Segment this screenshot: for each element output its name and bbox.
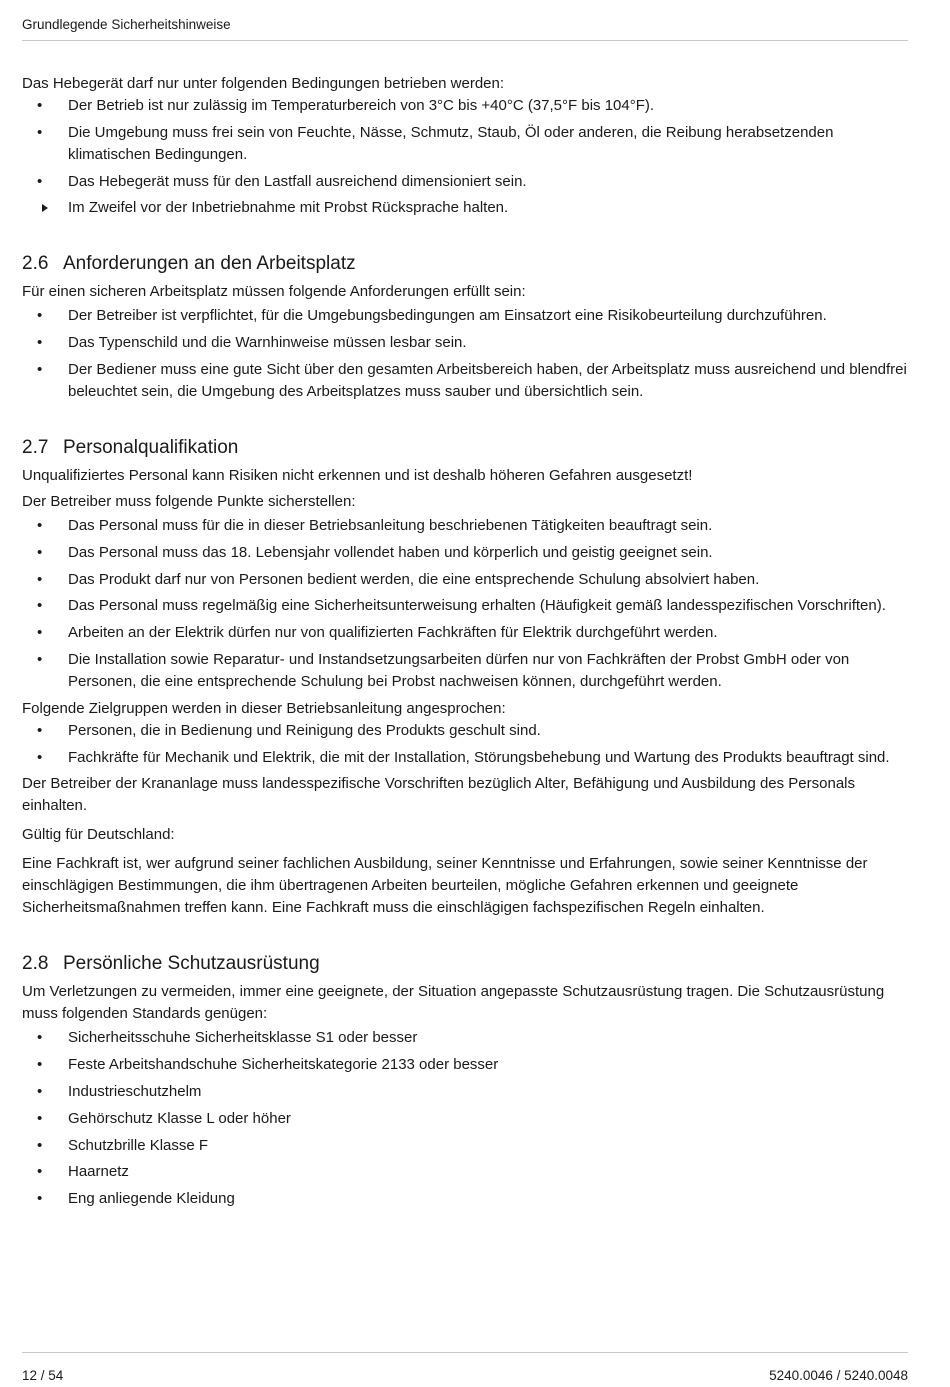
list-item: • Das Personal muss regelmäßig eine Sicherheitsunterweisung erhalten (Häufigkeit gemäß landesspezifischen Vorschriften). bbox=[22, 595, 908, 617]
bullet-icon: • bbox=[37, 543, 43, 561]
intro-list bbox=[22, 95, 908, 219]
protective-equipment-list bbox=[22, 1027, 908, 1210]
list-item: • Das Personal muss das 18. Lebensjahr vollendet haben und körperlich und geistig geeignet sein. bbox=[22, 542, 908, 564]
bullet-icon: • bbox=[37, 123, 43, 141]
section-text: Der Betreiber muss folgende Punkte sicherstellen: bbox=[22, 492, 356, 510]
action-item: Im Zweifel vor der Inbetriebnahme mit Probst Rücksprache halten. bbox=[22, 197, 908, 219]
list-item: • Gehörschutz Klasse L oder höher bbox=[22, 1108, 908, 1130]
section-text: Um Verletzungen zu vermeiden, immer eine geeignete, der Situation angepasste Schutzausrüstung tragen. Die Schutzausrüstung muss folgenden Standards genügen: bbox=[22, 983, 885, 1023]
bullet-icon: • bbox=[37, 650, 43, 668]
bullet-icon: • bbox=[37, 1190, 43, 1208]
header-title: Grundlegende Sicherheitshinweise bbox=[22, 17, 231, 32]
bullet-icon: • bbox=[37, 172, 43, 190]
page-header bbox=[22, 16, 908, 41]
section-text: Eine Fachkraft ist, wer aufgrund seiner fachlichen Ausbildung, seiner Kenntnisse und Erfahrungen, sowie seiner Kenntnisse der einschlägigen Bestimmungen, die ihm übertragenen Arbeiten beurteilen, mögliche Gefahren erkennen und geeignete Sicherheitsmaßnahmen treffen kann. Eine Fachkraft muss die einschlägigen fachspezifischen Regeln einhalten. bbox=[22, 855, 868, 917]
list-item: • Arbeiten an der Elektrik dürfen nur von qualifizierten Fachkräften für Elektrik durchgeführt werden. bbox=[22, 622, 908, 644]
bullet-icon: • bbox=[37, 1109, 43, 1127]
list-item: • Der Betrieb ist nur zulässig im Temperaturbereich von 3°C bis +40°C (37,5°F bis 104°F). bbox=[22, 95, 908, 117]
section-number: 2.6 bbox=[22, 253, 49, 275]
list-item: • Die Umgebung muss frei sein von Feuchte, Nässe, Schmutz, Staub, Öl oder anderen, die Reibung herabsetzenden klimatischen Bedingungen. bbox=[37, 123, 834, 163]
bullet-icon: • bbox=[37, 570, 43, 588]
bullet-icon: • bbox=[37, 516, 43, 534]
list-item: • Haarnetz bbox=[22, 1161, 908, 1183]
section-text: Der Betreiber der Krananlage muss landesspezifische Vorschriften bezüglich Alter, Befähigung und Ausbildung des Personals einhalten. bbox=[22, 775, 856, 815]
section-text: Unqualifiziertes Personal kann Risiken nicht erkennen und ist deshalb höheren Gefahren ausgesetzt! bbox=[22, 466, 693, 484]
bullet-icon: • bbox=[37, 334, 43, 352]
list-item: • Das Produkt darf nur von Personen bedient werden, die eine entsprechende Schulung absolviert haben. bbox=[22, 569, 908, 591]
bullet-icon: • bbox=[37, 624, 43, 642]
bullet-icon: • bbox=[37, 1082, 43, 1100]
section-text: Folgende Zielgruppen werden in dieser Betriebsanleitung angesprochen: bbox=[22, 699, 506, 717]
list-item: • Fachkräfte für Mechanik und Elektrik, die mit der Installation, Störungsbehebung und Wartung des Produkts beauftragt sind. bbox=[22, 747, 908, 769]
section-number: 2.7 bbox=[22, 436, 49, 458]
bullet-icon: • bbox=[37, 307, 43, 325]
section-heading-2-8 bbox=[22, 951, 908, 977]
document-id: 5240.0046 / 5240.0048 bbox=[769, 1368, 908, 1383]
list-item: • Sicherheitsschuhe Sicherheitsklasse S1 oder besser bbox=[22, 1027, 908, 1049]
section-title: Persönliche Schutzausrüstung bbox=[63, 953, 320, 975]
list-item: • Eng anliegende Kleidung bbox=[22, 1188, 908, 1210]
list-item: • Der Betreiber ist verpflichtet, für die Umgebungsbedingungen am Einsatzort eine Risikobeurteilung durchzuführen. bbox=[22, 305, 908, 327]
bullet-icon: • bbox=[37, 97, 43, 114]
section-title: Personalqualifikation bbox=[63, 436, 239, 458]
bullet-icon: • bbox=[37, 1163, 43, 1181]
target-groups-list bbox=[22, 720, 908, 769]
bullet-icon: • bbox=[37, 721, 43, 739]
bullet-icon: • bbox=[37, 1056, 43, 1074]
intro-text: Das Hebegerät darf nur unter folgenden Bedingungen betrieben werden: bbox=[22, 75, 505, 92]
list-item: • Industrieschutzhelm bbox=[22, 1081, 908, 1103]
page-footer bbox=[22, 1352, 908, 1385]
list-item: • Personen, die in Bedienung und Reinigung des Produkts geschult sind. bbox=[22, 720, 908, 742]
section-heading-2-6 bbox=[22, 251, 908, 277]
list-item: • Das Typenschild und die Warnhinweise müssen lesbar sein. bbox=[22, 332, 908, 354]
list-item: • Feste Arbeitshandschuhe Sicherheitskategorie 2133 oder besser bbox=[22, 1054, 908, 1076]
list-item: • Das Hebegerät muss für den Lastfall ausreichend dimensioniert sein. bbox=[22, 171, 908, 193]
bullet-icon: • bbox=[37, 1136, 43, 1154]
section-title: Anforderungen an den Arbeitsplatz bbox=[63, 253, 356, 275]
section-text: Gültig für Deutschland: bbox=[22, 826, 175, 844]
triangle-right-icon bbox=[42, 204, 48, 212]
document-page bbox=[22, 0, 908, 1387]
page-content bbox=[22, 73, 908, 1215]
requirements-list bbox=[22, 305, 908, 403]
section-heading-2-7 bbox=[22, 435, 908, 461]
section-number: 2.8 bbox=[22, 953, 49, 975]
list-item: • Der Bediener muss eine gute Sicht über den gesamten Arbeitsbereich haben, der Arbeitsplatz muss ausreichend und blendfrei beleuchtet sein, die Umgebung des Arbeitsplatzes muss sauber und übersichtlich sein. bbox=[37, 360, 907, 400]
bullet-icon: • bbox=[37, 748, 43, 766]
section-text: Für einen sicheren Arbeitsplatz müssen folgende Anforderungen erfüllt sein: bbox=[22, 283, 526, 301]
bullet-icon: • bbox=[37, 597, 43, 615]
bullet-icon: • bbox=[37, 1029, 43, 1047]
bullet-icon: • bbox=[37, 360, 43, 378]
list-item: • Schutzbrille Klasse F bbox=[22, 1135, 908, 1157]
list-item: • Die Installation sowie Reparatur- und Instandsetzungsarbeiten dürfen nur von Fachkräften der Probst GmbH oder von Personen, die eine entsprechende Schulung bei Probst nachweisen können, durchgeführt werden. bbox=[37, 650, 850, 690]
page-number: 12 / 54 bbox=[22, 1368, 64, 1383]
operator-duties-list bbox=[22, 515, 908, 693]
list-item: • Das Personal muss für die in dieser Betriebsanleitung beschriebenen Tätigkeiten beauftragt sein. bbox=[22, 515, 908, 537]
